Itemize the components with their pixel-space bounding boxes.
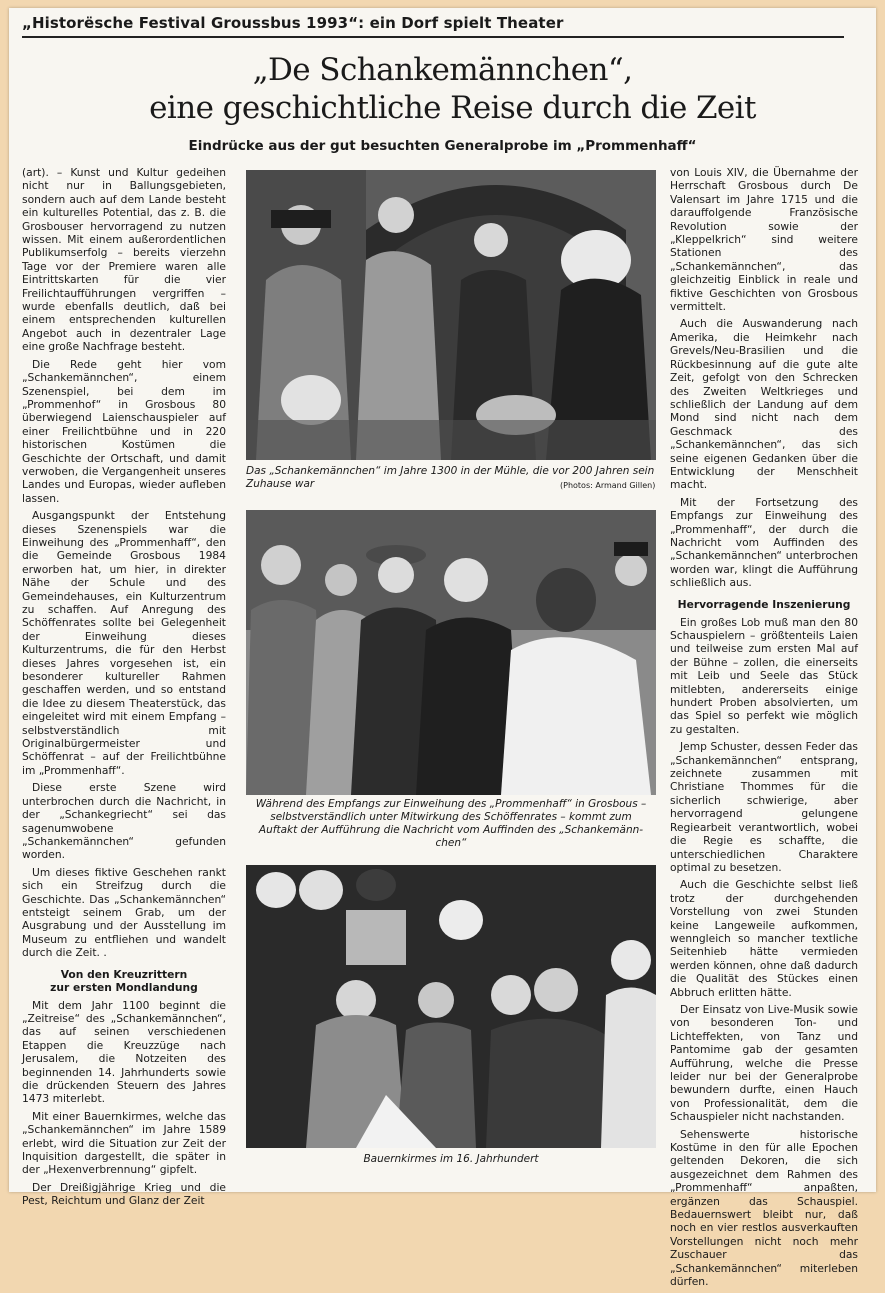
paragraph: Um dieses fiktive Geschehen rankt sich ein Streifzug durch die Geschichte. Das „Schankemännchen“ entsteigt seinem Grab, um der Ausgrabung und der Ausstellung im Museum zu entfliehen und wandelt durch die Zeit. . bbox=[22, 865, 226, 960]
subtitle: Eindrücke aus der gut besuchten Generalprobe im „Prommenhaff“ bbox=[188, 138, 697, 154]
paragraph: Der Einsatz von Live-Musik sowie von besonderen Ton- und Lichteffekten, von Tanz und Pantomime gab der gesamten Aufführung, welche die Presse leider nur bei der Generalprobe bewundern durfte, einen Hauch von Professionalität, dem die Schauspieler nicht nachstanden. bbox=[670, 1002, 858, 1124]
paragraph: Ein großes Lob muß man den 80 Schauspielern – größtenteils Laien und teilweise zum ersten Mal auf der Bühne – zollen, die einerseits mit Leib und Seele das Stück mitlebten, andererseits einige hundert Proben absolvierten, um das Spiel so perfekt wie möglich zu gestalten. bbox=[670, 615, 858, 736]
subheading bbox=[22, 968, 226, 994]
caption-line: Auftakt der Aufführung die Nachricht vom Auffinden des „Schankemänn- bbox=[258, 824, 644, 836]
photo-mill-scene bbox=[246, 170, 656, 460]
paragraph: Mit der Fortsetzung des Empfangs zur Einweihung des „Prommenhaff“, der durch die Nachricht vom Auffinden des „Schankemännchen“ unterbrochen worden war, klingt die Aufführung schließlich aus. bbox=[670, 495, 858, 590]
caption-line: selbstverständlich unter Mitwirkung des Schöffenrates – kommt zum bbox=[270, 811, 632, 823]
right-text-column bbox=[670, 166, 858, 1293]
paragraph: Auch die Auswanderung nach Amerika, die Heimkehr nach Grevels/Neu-Brasilien und die Rückbesinnung auf die gute alte Zeit, gefolgt von den Schrecken des Zweiten Weltkrieges und schließlich der Landung auf dem Mond sind nicht nach dem Geschmack des „Schankemännchen“, das sich seine eigenen Gedanken über die Entwicklung der Menschheit macht. bbox=[670, 317, 858, 492]
photo-caption-1: Das „Schankemännchen“ im Jahre 1300 in der Mühle, die vor 200 Jahren sein Zuhause war bbox=[246, 465, 655, 490]
photo-caption-2 bbox=[246, 798, 656, 850]
headline-line-2: eine geschichtliche Reise durch die Zeit bbox=[149, 90, 756, 126]
paragraph: Der Dreißigjährige Krieg und die Pest, Reichtum und Glanz der Zeit bbox=[22, 1180, 226, 1208]
paragraph: Auch die Geschichte selbst ließ trotz der durchgehenden Vorstellung von zwei Stunden keine Langeweile aufkommen, wenngleich so mancher textliche Seitenhieb hätte vermieden werden können, ohne daß dadurch die Qualität des Stückes einen Abbruch erlitten hätte. bbox=[670, 878, 858, 999]
paragraph: Sehenswerte historische Kostüme in den für alle Epochen geltenden Dekoren, die sich ausgezeichnet dem Rahmen des „Prommenhaff“ anpaßten, ergänzen das Schauspiel. Bedauernswert bleibt nur, daß noch en vier restlos ausverkauften Vorstellungen nicht noch mehr Zuschauer das „Schankemännchen“ miterleben dürfen. bbox=[670, 1127, 858, 1289]
left-text-column bbox=[22, 166, 226, 1212]
caption-line: chen“ bbox=[435, 837, 467, 849]
caption-line: Während des Empfangs zur Einweihung des „Prommenhaff“ in Grosbous – bbox=[255, 798, 647, 810]
paragraph: Jemp Schuster, dessen Feder das „Schankemännchen“ entsprang, zeichnete zusammen mit Christiane Thommes für die sicherlich schwierige, aber hervorragend gelungene Regiearbeit verantwortlich, wobei die Regie es schaffte, die unterschiedlichen Charaktere optimal zu besetzen. bbox=[670, 740, 858, 874]
photo-reception-image bbox=[246, 510, 656, 795]
photo-mill-scene-image bbox=[246, 170, 656, 460]
headline-line-1: „De Schankemännchen“, bbox=[252, 52, 633, 88]
paragraph: Ausgangspunkt der Entstehung dieses Szenenspiels war die Einweihung des „Prommenhaff“, den die Gemeinde Grosbous 1984 erworben hat, um hier, in direkter Nähe der Schule und des Gemeindehauses, ein Kulturzentrum zu schaffen. Auf Anregung des Schöffenrates sollte bei Gelegenheit der Einweihung dieses Kulturzentrums, die für den Herbst dieses Jahres vorgesehen ist, ein besonderer kultureller Rahmen geschaffen werden, und so entstand die Idee zu diesem Theaterstück, das eingeleitet wird mit einem Empfang – selbstverständlich mit Originalbürgermeister und Schöffenrat – auf der Freilichtbühne im „Prommenhaff“. bbox=[22, 509, 226, 777]
paragraph: Mit dem Jahr 1100 beginnt die „Zeitreise“ des „Schankemännchen“, das auf seinen verschiedenen Etappen die Kreuzzüge nach Jerusalem, die Notzeiten des beginnenden 14. Jahrhunderts sowie die drückenden Steuern des Jahres 1473 miterlebt. bbox=[22, 998, 226, 1106]
kicker-line: „Historësche Festival Groussbus 1993“: ein Dorf spielt Theater bbox=[22, 14, 564, 32]
photo-reception bbox=[246, 510, 656, 795]
subheading: Hervorragende Inszenierung bbox=[677, 597, 851, 611]
photo-credit: (Photos: Armand Gillen) bbox=[560, 481, 656, 490]
subheading-line: Von den Kreuzrittern bbox=[60, 967, 188, 981]
paragraph: (art). – Kunst und Kultur gedeihen nicht nur in Ballungsgebieten, sondern auch auf dem Lande besteht ein kulturelles Potential, das z. B. die Grosbouser hervorragend zu nutzen wissen. Mit einem außerordentlichen Publikumserfolg – bereits vierzehn Tage vor der Premiere waren alle Eintrittskarten für die vier Freilichtaufführungen vergriffen – wurde ebenfalls deutlich, daß bei einem entsprechenden kulturellen Angebot auch in dezentraler Lage eine große Nachfrage besteht. bbox=[22, 166, 226, 354]
paragraph: Diese erste Szene wird unterbrochen durch die Nachricht, in der „Schankegriecht“ sei das sagenumwobene „Schankemännchen“ gefunden worden. bbox=[22, 781, 226, 862]
photo-farmers-fair-image bbox=[246, 865, 656, 1148]
paragraph: Mit einer Bauernkirmes, welche das „Schankemännchen“ im Jahre 1589 erlebt, wird die Situation zur Zeit der Inquisition dargestellt, die später in der „Hexenverbrennung“ gipfelt. bbox=[22, 1109, 226, 1177]
subheading-line: zur ersten Mondlandung bbox=[50, 980, 198, 994]
kicker-rule bbox=[22, 36, 844, 38]
paragraph: Die Rede geht hier vom „Schankemännchen“, einem Szenenspiel, bei dem im „Prommenhof“ in Grosbous 80 überwiegend Laienschauspieler auf einer Freilichtbühne und in 220 historischen Kostümen die Geschichte der Ortschaft, und damit verwoben, die Vergangenheit unseres Landes und Europas, wieder aufleben lassen. bbox=[22, 357, 226, 505]
photo-farmers-fair bbox=[246, 865, 656, 1148]
photo-caption-3: Bauernkirmes im 16. Jahrhundert bbox=[363, 1153, 539, 1165]
paragraph: von Louis XIV, die Übernahme der Herrschaft Grosbous durch De Valensart im Jahre 1715 und die darauffolgende Französische Revolution sowie der „Kleppelkrich“ sind weitere Stationen des „Schankemännchen“, das gleichzeitig Einblick in reale und fiktive Geschichten von Grosbous vermittelt. bbox=[670, 166, 858, 314]
